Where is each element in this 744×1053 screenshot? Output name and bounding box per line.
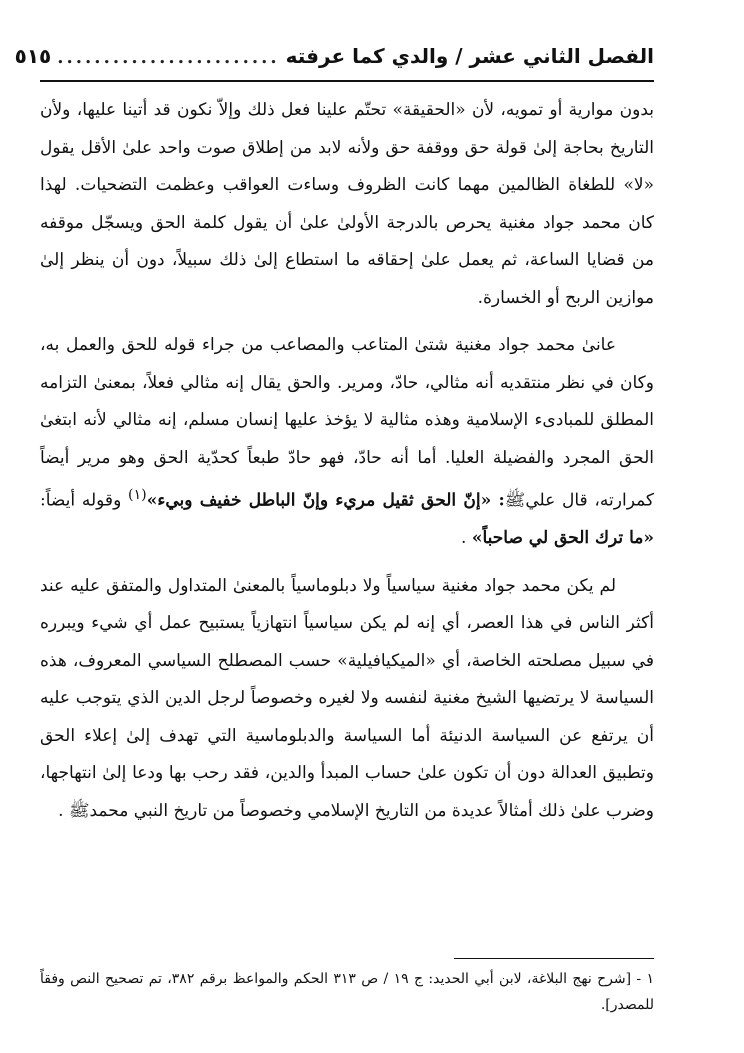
paragraph-2 xyxy=(40,327,654,558)
paragraph-2-end: . xyxy=(461,528,472,549)
honorific-glyph: ﷺ xyxy=(68,800,90,821)
main-text xyxy=(40,92,654,830)
paragraph-2-mid: وقوله أيضاً: xyxy=(40,490,129,511)
header-leader-dots: ........................ xyxy=(57,47,280,68)
paragraph-3-text: لم يكن محمد جواد مغنية سياسياً ولا دبلوماسياً بالمعنىٰ المتداول والمتفق عليه عند أكثر الناس في هذا العصر، أي إنه لم يكن سياسياً انتهازياً يستبيح عمل أي شيء ويبرره في سبيل مصلحته الخاصة، أي «الميكيافيلية» حسب المصطلح السياسي المعروف، هذه السياسة لا يرتضيها الشيخ مغنية لنفسه ولا لغيره وخصوصاً لرجل الدين الذي يتوجب عليه أن يرتفع عن السياسة الدنيئة أما السياسة والدبلوماسية التي تهدف إلىٰ إعلاء الحق وتطبيق العدالة دون أن تكون علىٰ حساب المبدأ والدين، فقد رحب بها ودعا إلىٰ انتهاجها، وضرب علىٰ ذلك أمثالاً عديدة من التاريخ الإسلامي وخصوصاً من تاريخ النبي محمد xyxy=(40,575,654,821)
paragraph-1-text: بدون موارية أو تمويه، لأن «الحقيقة» تحتّم علينا فعل ذلك وإلاّ نكون قد أتينا عليها، ولأن التاريخ بحاجة إلىٰ قولة حق ووقفة حق ولأنه لابد من إطلاق صوت واحد علىٰ الأقل يقول «لا» للطغاة الظالمين مهما كانت الظروف وساءت العواقب وعظمت التضحيات. لهذا كان محمد جواد مغنية يحرص بالدرجة الأولىٰ علىٰ أن يقول كلمة الحق ويسجّل موقفه من قضايا الساعة، ثم يعمل علىٰ إحقاقه ما استطاع إلىٰ ذلك سبيلاً، دون أن ينظر إلىٰ موازين الربح أو الخسارة. xyxy=(40,100,654,308)
footnote-reference[interactable]: (١) xyxy=(128,487,147,503)
footnote xyxy=(40,966,654,1018)
quote-second: «ما ترك الحق لي صاحباً» xyxy=(471,528,654,549)
chapter-title: الفصل الثاني عشر / والدي كما عرفته xyxy=(285,44,654,68)
honorific-glyph: ﷺ xyxy=(504,490,526,511)
footnote-divider xyxy=(454,958,654,959)
page-number: ٥١٥ xyxy=(14,44,52,68)
footnote-text: ١ - [شرح نهج البلاغة، لابن أبي الحديد: ج ١٩ / ص ٣١٣ الحكم والمواعظ برقم ٣٨٢، تم تصحيح النص وفقاً للمصدر]. xyxy=(40,971,654,1013)
paragraph-1 xyxy=(40,92,654,317)
quote-imam-ali: : «إنّ الحق ثقيل مريء وإنّ الباطل خفيف وبيء» xyxy=(146,490,505,511)
paragraph-2-text: عانىٰ محمد جواد مغنية شتىٰ المتاعب والمصاعب من جراء قوله للحق والعمل به، وكان في نظر منتقديه أنه مثالي، حادّ، ومرير. والحق يقال إنه مثالي فعلاً، بمعنىٰ التزامه المطلق للمبادىء الإسلامية وهذه مثالية لا يؤخذ عليها إنسان مسلم، إنه مثالي لأنه ابتغىٰ الحق المجرد والفضيلة العليا. أما أنه حادّ، فهو حادّ طبعاً كحدّية الحق وهو مرير أيضاً كمرارته، قال علي xyxy=(40,335,654,511)
paragraph-3-end: . xyxy=(58,800,69,821)
paragraph-3 xyxy=(40,568,654,831)
running-header xyxy=(14,44,654,82)
